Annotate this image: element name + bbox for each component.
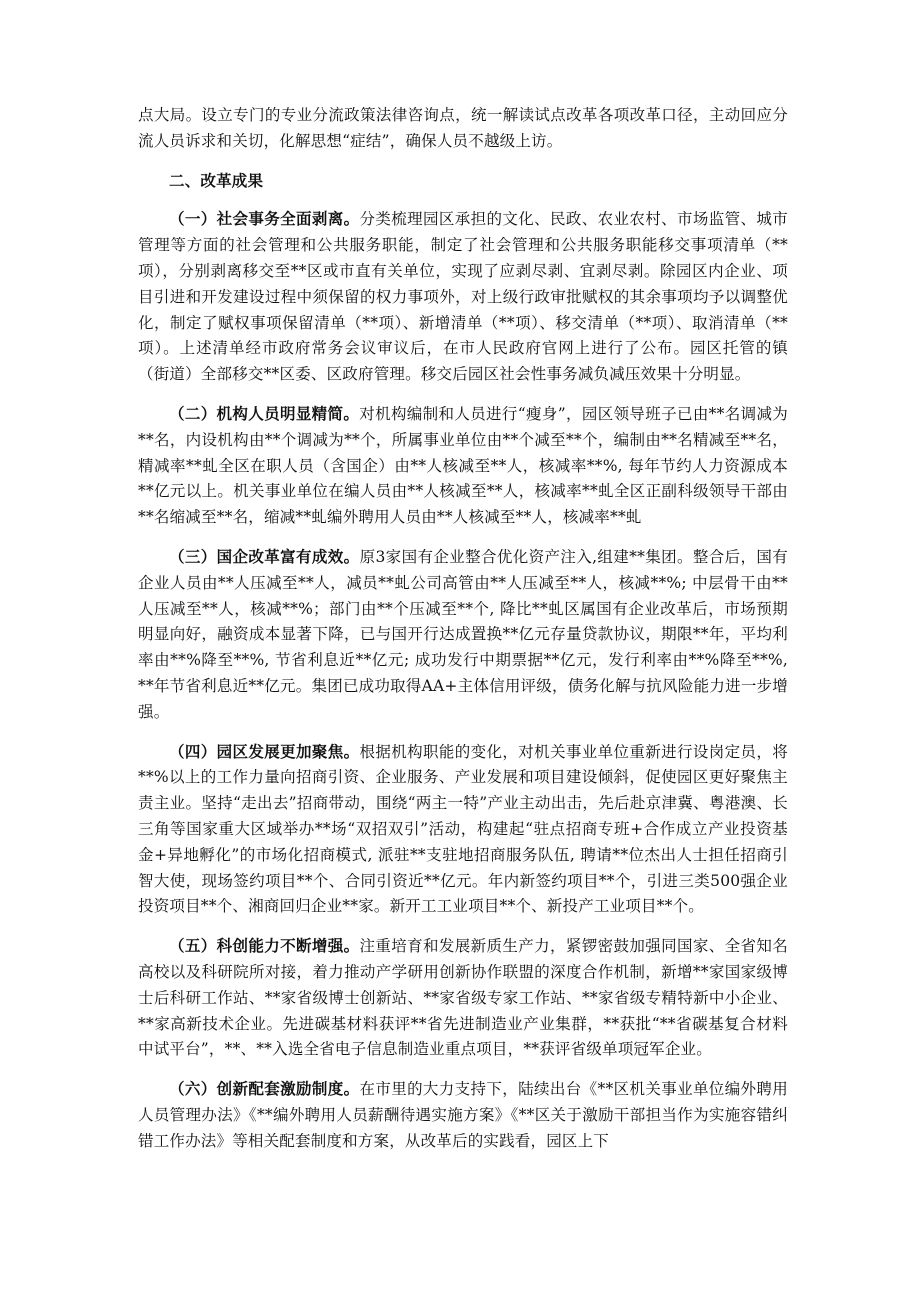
- section-4-paragraph: [138, 739, 788, 921]
- section-3-body: 原3家国有企业整合优化资产注入,组建**集团。整合后，国有企业人员由**人压减至**人，减员**虬公司高管由**人压减至**人，核减**%; 中层骨干由**人压减至**人，核减**%；部门由**个压减至**个, 降比**虬区属国有企业改革后，市场预期明显向好，融资成本显著下降，已与国开行达成置换**亿元存量贷款协议，期限**年，平均利率由**%降至**%, 节省利息近**亿元; 成功发行中期票据**亿元，发行利率由**%降至**%, **年节省利息近**亿元。集团已成功取得AA+主体信用评级，债务化解与抗风险能力进一步增强。: [138, 547, 788, 721]
- section-6-lead: （六）创新配套激励制度。: [169, 1079, 360, 1099]
- section-heading: 二、改革成果: [169, 170, 264, 190]
- section-3-lead: （三）国企改革富有成效。: [169, 546, 360, 566]
- section-2-body: 对机构编制和人员进行“瘦身”，园区领导班子已由**名调减为**名，内设机构由**个调减为**个，所属事业单位由**个减至**个，编制由**名精减至**名，精减率**虬全区在职人员（含国企）由**人核减至**人，核减率**%, 每年节约人力资源成本**亿元以上。机关事业单位在编人员由**人核减至**人，核减率**虬全区正副科级领导干部由**名缩减至**名，缩减**虬编外聘用人员由**人核减至**人，核减率**虬: [138, 404, 788, 527]
- section-6-paragraph: [138, 1076, 788, 1154]
- section-1-paragraph: [138, 206, 788, 388]
- section-2-lead: （二）机构人员明显精简。: [169, 403, 360, 423]
- section-1-body: 分类梳理园区承担的文化、民政、农业农村、市场监管、城市管理等方面的社会管理和公共服务职能，制定了社会管理和公共服务职能移交事项清单（**项），分别剥离移交至**区或市直有关单位，实现了应剥尽剥、宜剥尽剥。除园区内企业、项目引进和开发建设过程中须保留的权力事项外，对上级行政审批赋权的其余事项均予以调整优化，制定了赋权事项保留清单（**项）、新增清单（**项）、移交清单（**项）、取消清单（**项）。上述清单经市政府常务会议审议后，在市人民政府官网上进行了公布。园区托管的镇（街道）全部移交**区委、区政府管理。移交后园区社会性事务减负减压效果十分明显。: [138, 210, 788, 384]
- section-4-body: 根据机构职能的变化，对机关事业单位重新进行设岗定员，将**%以上的工作力量向招商引资、企业服务、产业发展和项目建设倾斜，促使园区更好聚焦主责主业。坚持“走出去”招商带动，围绕“两主一特”产业主动出击，先后赴京津冀、粤港澳、长三角等国家重大区域举办**场“双招双引”活动，构建起“驻点招商专班+合作成立产业投资基金+异地孵化”的市场化招商模式, 派驻**支驻地招商服务队伍, 聘请**位杰出人士担任招商引智大使，现场签约项目**个、合同引资近**亿元。年内新签约项目**个，引进三类500强企业投资项目**个、湘商回归企业**家。新开工工业项目**个、新投产工业项目**个。: [138, 742, 788, 916]
- section-3-paragraph: [138, 544, 788, 726]
- section-5-lead: （五）科创能力不断增强。: [169, 936, 360, 956]
- document-body: [138, 103, 788, 1167]
- section-5-body: 注重培育和发展新质生产力，紧锣密鼓加强同国家、全省知名高校以及科研院所对接，着力推动产学研用创新协作联盟的深度合作机制，新增**家国家级博士后科研工作站、**家省级博士创新站、**家省级专家工作站、**家省级专精特新中小企业、**家高新技术企业。先进碳基材料获评**省先进制造业产业集群，**获批“**省碳基复合材料中试平台”，**、**入选全省电子信息制造业重点项目，**获评省级单项冠军企业。: [138, 937, 788, 1059]
- section-2-paragraph: [138, 401, 788, 531]
- section-6-body: 在市里的大力支持下，陆续出台《**区机关事业单位编外聘用人员管理办法》《**编外聘用人员薪酬待遇实施方案》《**区关于激励干部担当作为实施容错纠错工作办法》等相关配套制度和方案，从改革后的实践看，园区上下: [138, 1080, 788, 1150]
- section-5-paragraph: [138, 933, 788, 1063]
- intro-paragraph: 点大局。设立专门的专业分流政策法律咨询点，统一解读试点改革各项改革口径，主动回应分流人员诉求和关切，化解思想“症结”，确保人员不越级上访。: [138, 106, 788, 150]
- section-4-lead: （四）园区发展更加聚焦。: [169, 741, 360, 761]
- section-1-lead: （一）社会事务全面剥离。: [169, 209, 360, 229]
